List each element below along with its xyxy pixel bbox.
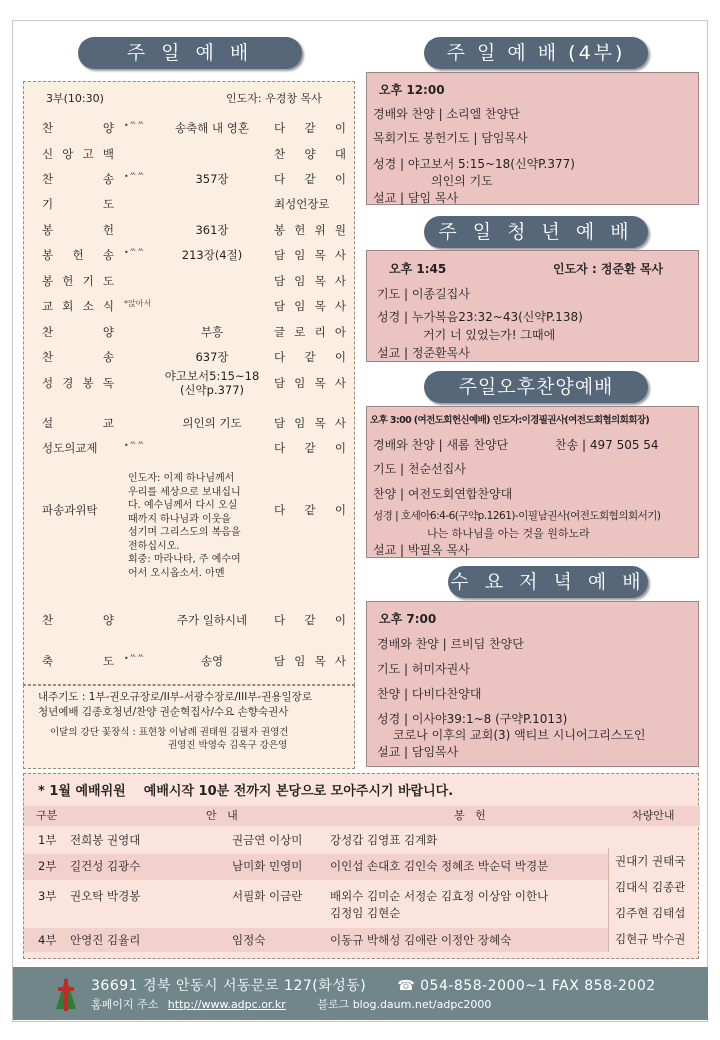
cell-part: 3부 [38, 889, 57, 903]
order-item: 봉 헌 기 도 [42, 274, 114, 288]
address-line [91, 975, 656, 995]
order-mark: •ᄊᄊ [124, 248, 145, 257]
order-content: 357장 [195, 172, 229, 186]
service-line: 기도 | 이종길집사 [377, 287, 470, 301]
table-row [24, 854, 608, 880]
driver-entry: 김주현 김태섭 [615, 906, 686, 920]
address: 36691 경북 안동시 서동문로 127(화성동) [91, 978, 367, 994]
footer [13, 967, 708, 1020]
order-item: 봉 헌 [42, 223, 114, 237]
worship-committee-table [23, 773, 699, 959]
homepage-link[interactable]: http://www.adpc.or.kr [167, 998, 286, 1011]
phone: ☎ 054-858-2000~1 FAX 858-2002 [397, 978, 656, 994]
service-line: 목회기도 봉헌기도 | 담임목사 [373, 131, 528, 145]
cell-part: 4부 [38, 933, 57, 947]
table-row [24, 884, 608, 926]
order-item: 파송과위탁 [42, 503, 98, 517]
afternoon-service-box [366, 406, 699, 558]
cell-offering: 이동규 박해성 김애란 이정안 장혜숙 [330, 933, 512, 947]
cell-part: 1부 [38, 833, 57, 847]
header-driver: 차량안내 [632, 809, 675, 822]
order-mark: •ᄊᄊ [124, 172, 145, 181]
service-line: 성경 | 호세아6:4-6(구약p.1261)-이필남권사(여전도회협의회서기) [373, 510, 661, 522]
service-time: 오후 12:00 [379, 83, 445, 97]
service-line: 찬양 | 다비다찬양대 [377, 687, 482, 701]
driver-entry: 김현규 박수권 [615, 932, 686, 946]
web-line [91, 996, 491, 1012]
wednesday-service-title: 수 요 저 녁 예 배 [448, 566, 648, 598]
church-cross-icon [53, 975, 79, 1013]
driver-entry: 권대기 권태국 [615, 854, 686, 868]
service-leader: 인도자 : 정준환 목사 [553, 262, 664, 276]
order-item: 신 앙 고 백 [42, 147, 114, 161]
order-item: 성도의교제 [42, 441, 98, 455]
table-row [24, 828, 608, 852]
order-item: 기 도 [42, 197, 114, 211]
header-part: 구분 [36, 809, 58, 822]
order-content: 361장 [195, 223, 229, 237]
order-mark: *앉아서 [124, 299, 152, 308]
cell-guide1: 길건성 김광수 [70, 859, 141, 873]
sermon-title: 의인의 기도 [431, 174, 493, 188]
order-content: 213장(4절) [181, 248, 243, 262]
service-head: 오후 3:00 (여전도회헌신예배) 인도자:이경필권사(여전도회협의회회장) [370, 415, 650, 426]
order-mark: •ᄊᄊ [124, 121, 145, 130]
service-time: 오후 1:45 [389, 262, 447, 276]
order-by: 찬 양 대 [274, 147, 346, 161]
order-by: 다 같 이 [274, 172, 346, 186]
table-title: * 1월 예배위원 예배시작 10분 전까지 본당으로 모아주시기 바랍니다. [38, 784, 454, 799]
sermon-title: 나는 하나님을 아는 것을 원하노라 [427, 527, 590, 540]
service-time: 오후 7:00 [379, 612, 437, 626]
service-time: 3부(10:30) [46, 92, 104, 105]
sunday-worship-title: 주 일 예 배 [78, 37, 302, 69]
service-line: 설교 | 담임 목사 [373, 191, 459, 205]
table-row [24, 928, 608, 952]
homepage-label: 홈페이지 주소 [91, 998, 159, 1011]
service-line: 기도 | 천순선집사 [373, 462, 466, 476]
order-item: 축 도 [42, 654, 114, 668]
order-by: 담 임 목 사 [274, 376, 346, 390]
cell-guide1: 권오탁 박경봉 [70, 889, 141, 903]
cell-guide2: 서필화 이금란 [232, 889, 303, 903]
sermon-title: 거기 너 있었는가! 그때에 [423, 328, 556, 342]
cell-offering: 강성갑 김영표 김계화 [330, 833, 438, 847]
service-line: 성경 | 누가복음23:32~43(신약P.138) [377, 310, 583, 324]
youth-service-title: 주 일 청 년 예 배 [424, 216, 648, 248]
order-item: 찬 송 [42, 350, 114, 364]
afternoon-service-title: 주일오후찬양예배 [424, 371, 648, 403]
wednesday-service-box [366, 601, 699, 767]
4th-service-box [366, 72, 699, 205]
order-content: 주가 일하시네 [176, 613, 248, 627]
order-by: 담 임 목 사 [274, 248, 346, 262]
order-by: 담 임 목 사 [274, 416, 346, 430]
driver-entry: 김대식 김종관 [615, 880, 686, 894]
4th-service-title: 주 일 예 배 (4부) [424, 37, 648, 69]
order-by: 담 임 목 사 [274, 274, 346, 288]
order-content: 송축해 내 영혼 [175, 121, 249, 135]
order-item: 교 회 소 식 [42, 299, 114, 313]
order-by: 글 로 리 아 [274, 325, 346, 339]
cell-guide2: 남미화 민영미 [232, 859, 303, 873]
order-by: 다 같 이 [274, 441, 346, 455]
cell-guide1: 전희봉 권영대 [70, 833, 141, 847]
order-by: 최성언장로 [274, 197, 330, 211]
cell-offering: 배외수 김미순 서정순 김효정 이상암 이한나 김정임 김현순 [330, 889, 549, 920]
blog: 블로그 blog.daum.net/adpc2000 [317, 998, 492, 1011]
service-line: 설교 | 박필옥 목사 [373, 543, 470, 557]
sunday-worship-order [23, 81, 355, 685]
order-content: 부흥 [200, 325, 224, 339]
order-by: 다 같 이 [274, 613, 346, 627]
service-line: 성경 | 이사야39:1~8 (구약P.1013) [377, 712, 568, 726]
notices [23, 685, 355, 769]
order-by: 봉 헌 위 원 [274, 223, 346, 237]
table-header [24, 806, 700, 826]
order-content: 의인의 기도 [182, 416, 242, 430]
order-item: 찬 양 [42, 325, 114, 339]
order-item: 찬 송 [42, 172, 114, 186]
service-leader: 인도자: 우경창 목사 [226, 92, 322, 105]
order-mark: •ᄊᄊ [124, 654, 145, 663]
cell-guide1: 안영진 김율리 [70, 933, 141, 947]
service-line: 경배와 찬양 | 소리엘 찬양단 [373, 107, 520, 121]
order-item: 봉 헌 송 [42, 248, 114, 262]
order-mark: •ᄊᄊ [124, 441, 145, 450]
order-item: 설 교 [42, 416, 114, 430]
notice-line: 내주기도 : 1부-권오규장로/II부-서광수장로/III부-권용일장로 [38, 691, 312, 703]
service-line: 기도 | 허미자권사 [377, 662, 470, 676]
notice-line: 청년예배 김종호청년/찬양 권순혁집사/수요 손향숙권사 [38, 706, 289, 718]
header-guide: 안 내 [206, 809, 238, 822]
order-item: 성 경 봉 독 [42, 376, 114, 390]
header-offering: 봉 헌 [454, 809, 486, 822]
service-line: 찬송 | 497 505 54 [555, 438, 659, 452]
sermon-title: 코로나 이후의 교회(3) 액티브 시니어그리스도인 [393, 728, 646, 742]
service-line: 경배와 찬양 | 새롬 찬양단 [373, 438, 509, 452]
order-content: 야고보서5:15~18 (신약p.377) [164, 369, 260, 397]
sending-text: 인도자: 이제 하나님께서 우리를 세상으로 보내십니 다. 예수님께서 다시 오실 때까지 하나님과 이웃을 섬기며 그리스도의 복음을 전하십시오. 회중: 마라나타, 주 예수여 어서 오시옵소서. 아멘 [128, 473, 241, 579]
flower-line: 권영진 박영숙 김옥구 강은영 [168, 740, 288, 751]
order-by: 담 임 목 사 [274, 299, 346, 313]
cell-guide2: 권금연 이상미 [232, 833, 303, 847]
order-item: 찬 양 [42, 613, 114, 627]
order-by: 다 같 이 [274, 350, 346, 364]
service-line: 설교 | 정준환목사 [377, 346, 470, 360]
order-by: 다 같 이 [274, 121, 346, 135]
cell-part: 2부 [38, 859, 57, 873]
order-by: 담 임 목 사 [274, 654, 346, 668]
order-content: 송영 [200, 654, 224, 668]
cell-guide2: 임정숙 [232, 933, 266, 947]
youth-service-box [366, 250, 699, 362]
order-by: 다 같 이 [274, 503, 346, 517]
order-item: 찬 양 [42, 121, 114, 135]
driver-list [608, 848, 696, 952]
flower-line: 이달의 강단 꽃장식 : 표현창 이남례 권태원 김필자 권영건 [50, 727, 289, 738]
service-line: 성경 | 야고보서 5:15~18(신약P.377) [373, 157, 575, 171]
service-line: 설교 | 담임목사 [377, 745, 459, 759]
service-line: 경배와 찬양 | 르비딤 찬양단 [377, 637, 524, 651]
cell-offering: 이인섭 손대호 김인숙 정혜조 박순덕 박경분 [330, 859, 549, 873]
service-line: 찬양 | 여전도회연합찬양대 [373, 487, 513, 501]
order-content: 637장 [195, 350, 229, 364]
